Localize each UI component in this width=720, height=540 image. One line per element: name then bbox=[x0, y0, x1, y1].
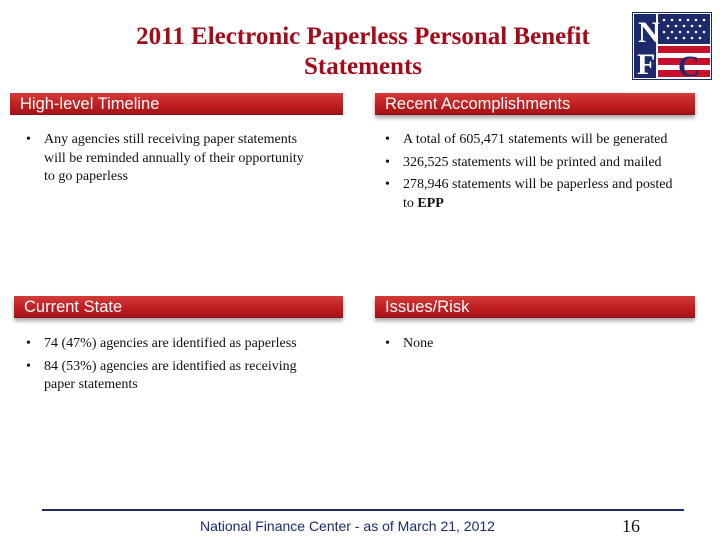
list-item: • 74 (47%) agencies are identified as paperless bbox=[26, 336, 297, 351]
list-item: • 84 (53%) agencies are identified as receiving paper statements bbox=[26, 358, 297, 392]
accomplishments-bullets bbox=[385, 131, 675, 217]
logo-letter-f: F bbox=[637, 48, 656, 80]
list-item: • 326,525 statements will be printed and mailed bbox=[385, 154, 662, 170]
logo-letter-n: N bbox=[638, 16, 660, 49]
timeline-bullets bbox=[26, 131, 316, 191]
list-item: • None bbox=[385, 336, 434, 351]
slide-title: 2011 Electronic Paperless Personal Benefit Statements bbox=[136, 23, 590, 80]
issues-risk-bullets bbox=[385, 335, 675, 358]
current-state-bullets bbox=[26, 335, 316, 399]
current-state-header: Current State bbox=[14, 296, 343, 318]
epp-bold: EPP bbox=[417, 195, 444, 211]
accomplishments-header: Recent Accomplishments bbox=[375, 93, 695, 115]
page-number: 16 bbox=[622, 516, 640, 536]
list-item: • Any agencies still receiving paper statements will be reminded annually of their opportunity to go paperless bbox=[26, 132, 304, 184]
list-item: • A total of 605,471 statements will be generated bbox=[385, 132, 668, 147]
logo-letter-c: C bbox=[678, 50, 700, 80]
timeline-header: High-level Timeline bbox=[10, 93, 343, 115]
nfc-logo bbox=[632, 12, 712, 80]
footer-text: National Finance Center - as of March 21, 2012 bbox=[200, 518, 495, 534]
issues-risk-header: Issues/Risk bbox=[375, 296, 695, 318]
list-item: • 278,946 statements will be paperless and posted to EPP bbox=[385, 177, 673, 211]
footer-divider bbox=[42, 509, 684, 511]
